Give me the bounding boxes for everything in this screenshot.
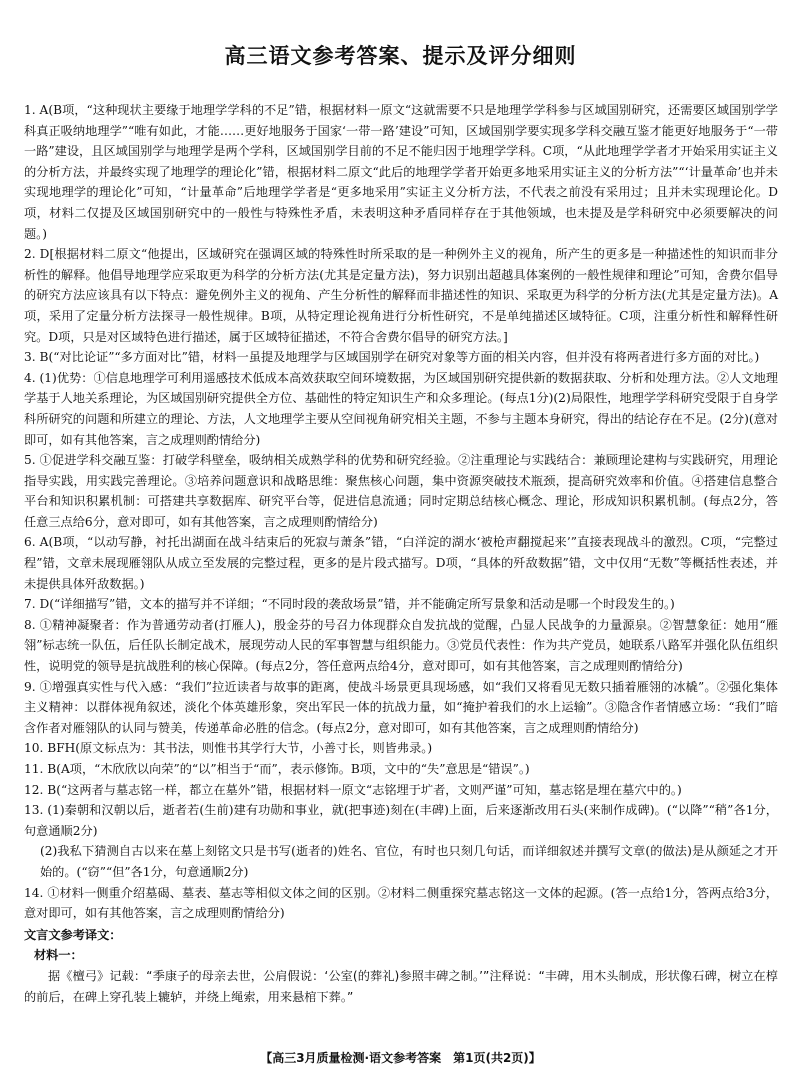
answer-item-1: 1. A(B项，“这种现状主要缘于地理学学科的不足”错，根据材料一原文“这就需要不只是地理学学科参与区域国别研究，还需要区域国别学学科真正吸纳地理学”“唯有如此，才能……更好地服务于国家‘一带一路’建设”可知，区域国别学要实现多学科交融互鉴才能更好地服务于“一带一路”建设，且区域国别学与地理学是两个学科，区域国别学目前的不足不能归因于地理学学科。C项，“从此地理学学者才开始采用实证主义的分析方法，并最终实现了地理学的理论化”错，根据材料二原文“此后的地理学学者开始更多地采用实证主义的分析方法”“‘计量革命’也并未实现地理学的理论化”可知，“计量革命”后地理学学者是“更多地采用”实证主义分析方法，不代表之前没有采用过；且并未实现理论化。D项，材料二仅提及区域国别研究中的一般性与特殊性矛盾，未表明这种矛盾同样存在于其他领域，也未提及是学科研究中必须要解决的问题。) [24,103,778,241]
answer-item-4: 4. (1)优势：①信息地理学可利用遥感技术低成本高效获取空间环境数据，为区域国别研究提供新的数据获取、分析和处理方法。②人文地理学基于人地关系理论，为区域国别研究提供全方位、基础性的特定知识生产和众多理论。(每点1分)(2)局限性，地理学学科研究受限于自身学科所研究的问题和所建立的理论、方法，人文地理学主要从空间视角研究相关主题，不参与主题本身研究，得出的结论存在不足。(2分)(意对即可，如有其他答案，言之成理则酌情给分) [24,370,778,447]
answer-item-3: 3. B(“对比论证”“多方面对比”错，材料一虽提及地理学与区域国别学在研究对象等方面的相关内容，但并没有将两者进行多方面的对比。) [24,350,760,365]
answer-item-14: 14. ①材料一侧重介绍墓碣、墓表、墓志等相似文体之间的区别。②材料二侧重探究墓志铭这一文体的起源。(答一点给1分，答两点给3分，意对即可，如有其他答案，言之成理则酌情给分) [24,885,778,921]
answer-body [24,100,778,1007]
answer-item-10: 10. BFH(原文标点为：其书法，则惟书其学行大节，小善寸长，则皆弗录。) [24,741,433,756]
page-footer: 【高三3月质量检测·语文参考答案 第1页(共2页)】 [260,1051,541,1065]
answer-item-12: 12. B(“这两者与墓志铭一样，都立在墓外”错，根据材料一原文“志铭埋于圹者，文则严谨”可知，墓志铭是埋在墓穴中的。) [24,782,682,797]
answer-item-9: 9. ①增强真实性与代入感：“我们”拉近读者与故事的距离，使战斗场景更具现场感，如“我们又将看见无数只插着雁翎的冰橇”。②强化集体主义精神：以群体视角叙述，淡化个体英雄形象，突出军民一体的抗战力量，如“掩护着我们的水上运输”。③隐含作者情感立场：“我们”暗含作者对雁翎队的认同与赞美，传递革命必胜的信念。(每点2分，意对即可，如有其他答案，言之成理则酌情给分) [24,679,778,735]
answer-item-13: 13. (1)秦朝和汉朝以后，逝者若(生前)建有功勋和事业，就(把事迹)刻在(丰碑)上面，后来逐渐改用石头(来制作成碑)。(“以降”“稍”各1分，句意通顺2分) [24,803,778,838]
answer-item-11: 11. B(A项，“木欣欣以向荣”的“以”相当于“而”，表示修饰。B项，文中的“失”意思是“错误”。) [24,762,530,776]
answer-item-13-part-2: (2)我私下猜测自古以来在墓上刻铭文只是书写(逝者的)姓名、官位，有时也只刻几句话，而详细叙述并撰写文章(的做法)是从颜延之才开始的。(“窃”“但”各1分，句意通顺2分) [40,844,778,879]
section-heading-translation: 文言文参考译文： [24,927,122,942]
answer-item-5: 5. ①促进学科交融互鉴：打破学科壁垒，吸纳相关成熟学科的优势和研究经验。②注重理论与实践结合：兼顾理论建构与实践研究，用理论指导实践，用实践完善理论。③培养问题意识和战略思维：聚焦核心问题，集中资源突破技术瓶颈，提高研究效率和价值。④搭建信息整合平台和知识积累机制：可搭建共享数据库、研究平台等，促进信息流通；同时定期总结核心概念、理论，形成知识积累机制。(每点2分，答任意三点给6分，意对即可，如有其他答案，言之成理则酌情给分) [24,453,778,529]
material-translation: 据《檀弓》记载：“季康子的母亲去世，公肩假说：‘公室(的葬礼)参照丰碑之制。’”注释说：“丰碑，用木头制成，形状像石碑，树立在椁的前后，在碑上穿孔装上辘轳，并绕上绳索，用来悬棺下葬。” [24,968,778,1004]
page-title: 高三语文参考答案、提示及评分细则 [224,44,577,68]
answer-item-6: 6. A(B项，“以动写静，衬托出湖面在战斗结束后的死寂与萧条”错，“白洋淀的湖水‘被枪声翻搅起来’”直接表现战斗的激烈。C项，“完整过程”错，文章未展现雁翎队从成立至发展的完整过程，更多的是片段式描写。D项，“具体的歼敌数据”错，文中仅用“无数”等概括性表述，并未提供具体歼敌数据。) [24,535,778,591]
answer-item-8: 8. ①精神凝聚者：作为普通劳动者(打雁人)，殷金芬的号召力体现群众自发抗战的觉醒，凸显人民战争的力量源泉。②智慧象征：她用“雁翎”标志统一队伍，后任队长制定战术，展现劳动人民的军事智慧与组织能力。③党员代表性：作为共产党员，她联系八路军并强化队伍组织性，说明党的领导是抗战胜利的核心保障。(每点2分，答任意两点给4分，意对即可，如有其他答案，言之成理则酌情给分) [24,617,778,674]
answer-item-2: 2. D[根据材料二原文“他提出，区域研究在强调区域的特殊性时所采取的是一种例外主义的视角，所产生的更多是一种描述性的知识而非分析性的解释。他倡导地理学应采取更为科学的分析方法(尤其是定量方法)，努力识别出超越具体案例的一般性规律和理论”可知，舍费尔倡导的研究方法应该具有以下特点：避免例外主义的视角、产生分析性的解释而非描述性的知识、采取更为科学的分析方法(尤其是定量方法)。A项，采用了定量分析方法探寻一般性规律。B项，从特定理论视角进行分析性研究，不是单纯描述区域特征。C项，注重分析性和解释性研究。D项，只是对区域特色进行描述，属于区域特征描述，不符合舍费尔倡导的研究方法。] [24,247,778,344]
answer-item-7: 7. D(“详细描写”错，文本的描写并不详细；“不同时段的袭敌场景”错，并不能确定所写景象和活动是哪一个时段发生的。) [24,597,675,612]
material-label: 材料一： [34,948,83,963]
